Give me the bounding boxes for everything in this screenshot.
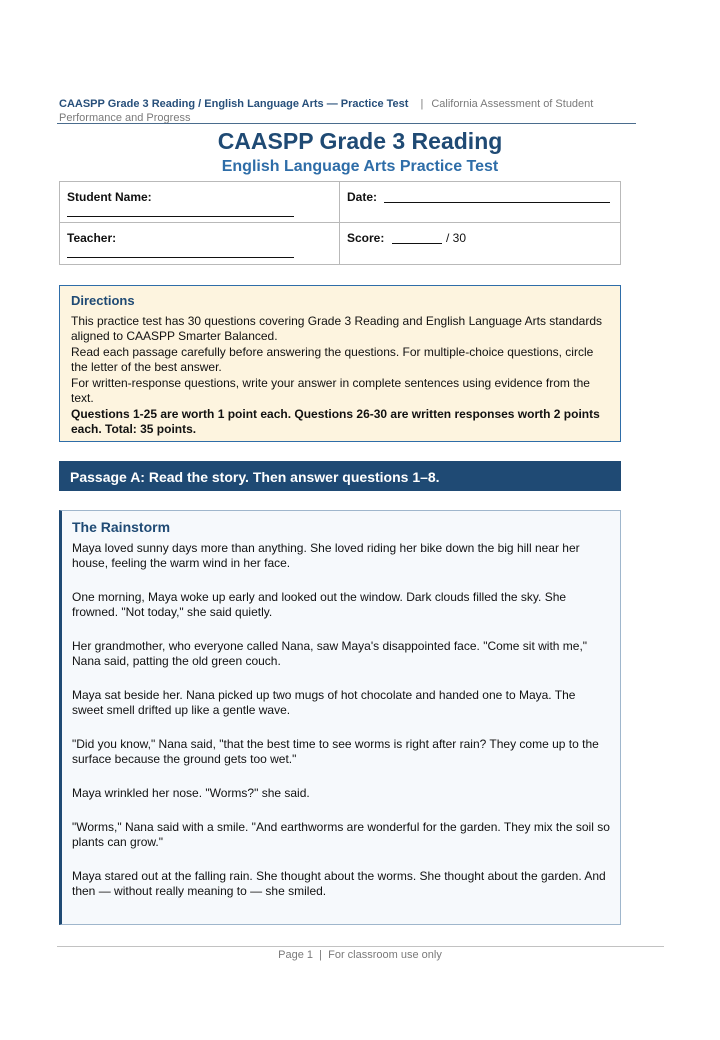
story-paragraph: "Worms," Nana said with a smile. "And earthworms are wonderful for the garden. They mix the soil so plants can grow."	[72, 820, 610, 849]
directions-heading: Directions	[71, 293, 135, 308]
footer-note: For classroom use only	[328, 949, 442, 961]
passage-banner: Passage A: Read the story. Then answer questions 1–8.	[59, 461, 621, 491]
student-info-table	[59, 181, 621, 265]
points-note: Questions 1-25 are worth 1 point each. Questions 26-30 are written responses worth 2 points each. Total: 35 points.	[71, 407, 600, 436]
story-paragraph: "Did you know," Nana said, "that the best time to see worms is right after rain? They come up to the surface because the ground gets too wet."	[72, 737, 599, 766]
story-paragraph: Maya stared out at the falling rain. She thought about the worms. She thought about the garden. And then — without really meaning to — she smiled.	[72, 869, 606, 898]
directions-paragraph: For written-response questions, write your answer in complete sentences using evidence from the text.	[71, 376, 590, 405]
page-subtitle: English Language Arts Practice Test	[221, 158, 499, 175]
header-separator: |	[420, 98, 424, 110]
footer-rule	[57, 946, 664, 947]
student-name-blank[interactable]	[67, 216, 294, 217]
page-title: CAASPP Grade 3 Reading	[217, 128, 503, 154]
score-blank[interactable]	[392, 243, 442, 244]
teacher-label: Teacher:	[67, 231, 117, 245]
story-paragraph: Her grandmother, who everyone called Nana, saw Maya's disappointed face. "Come sit with me," Nana said, patting the old green couch.	[72, 639, 588, 668]
story-paragraph: Maya loved sunny days more than anything. She loved riding her bike down the big hill near her house, feeling the warm wind in her face.	[72, 541, 580, 570]
story-title: The Rainstorm	[72, 519, 171, 535]
date-cell	[340, 182, 620, 223]
story-paragraph: Maya sat beside her. Nana picked up two mugs of hot chocolate and handed one to Maya. The sweet smell drifted up like a gentle wave.	[72, 688, 576, 717]
header-title: CAASPP Grade 3 Reading / English Language Arts — Practice Test	[59, 98, 409, 110]
score-cell	[340, 223, 620, 264]
header-rule	[57, 123, 636, 124]
score-total: / 30	[446, 231, 467, 245]
footer-page: Page 1	[278, 949, 314, 961]
teacher-cell	[60, 223, 340, 264]
page-footer	[0, 949, 720, 961]
score-label: Score:	[347, 231, 385, 245]
directions-body	[71, 314, 606, 438]
header-subtitle: California Assessment of Student Performance and Progress	[59, 98, 594, 124]
directions-paragraph: This practice test has 30 questions covering Grade 3 Reading and English Language Arts standards aligned to CAASPP Smarter Balanced.	[71, 314, 602, 343]
date-label: Date:	[347, 190, 378, 204]
story-body	[72, 541, 610, 918]
running-header	[59, 97, 629, 125]
directions-box	[59, 285, 621, 442]
story-paragraph: One morning, Maya woke up early and looked out the window. Dark clouds filled the sky. She frowned. "Not today," she said quietly.	[72, 590, 567, 619]
date-blank[interactable]	[384, 202, 610, 203]
teacher-blank[interactable]	[67, 257, 294, 258]
passage-box	[59, 510, 621, 925]
story-paragraph: Maya wrinkled her nose. "Worms?" she said.	[72, 786, 310, 800]
student-name-cell	[60, 182, 340, 223]
footer-separator: |	[319, 949, 322, 961]
directions-paragraph: Read each passage carefully before answering the questions. For multiple-choice questions, circle the letter of the best answer.	[71, 345, 594, 374]
student-name-label: Student Name:	[67, 190, 152, 204]
